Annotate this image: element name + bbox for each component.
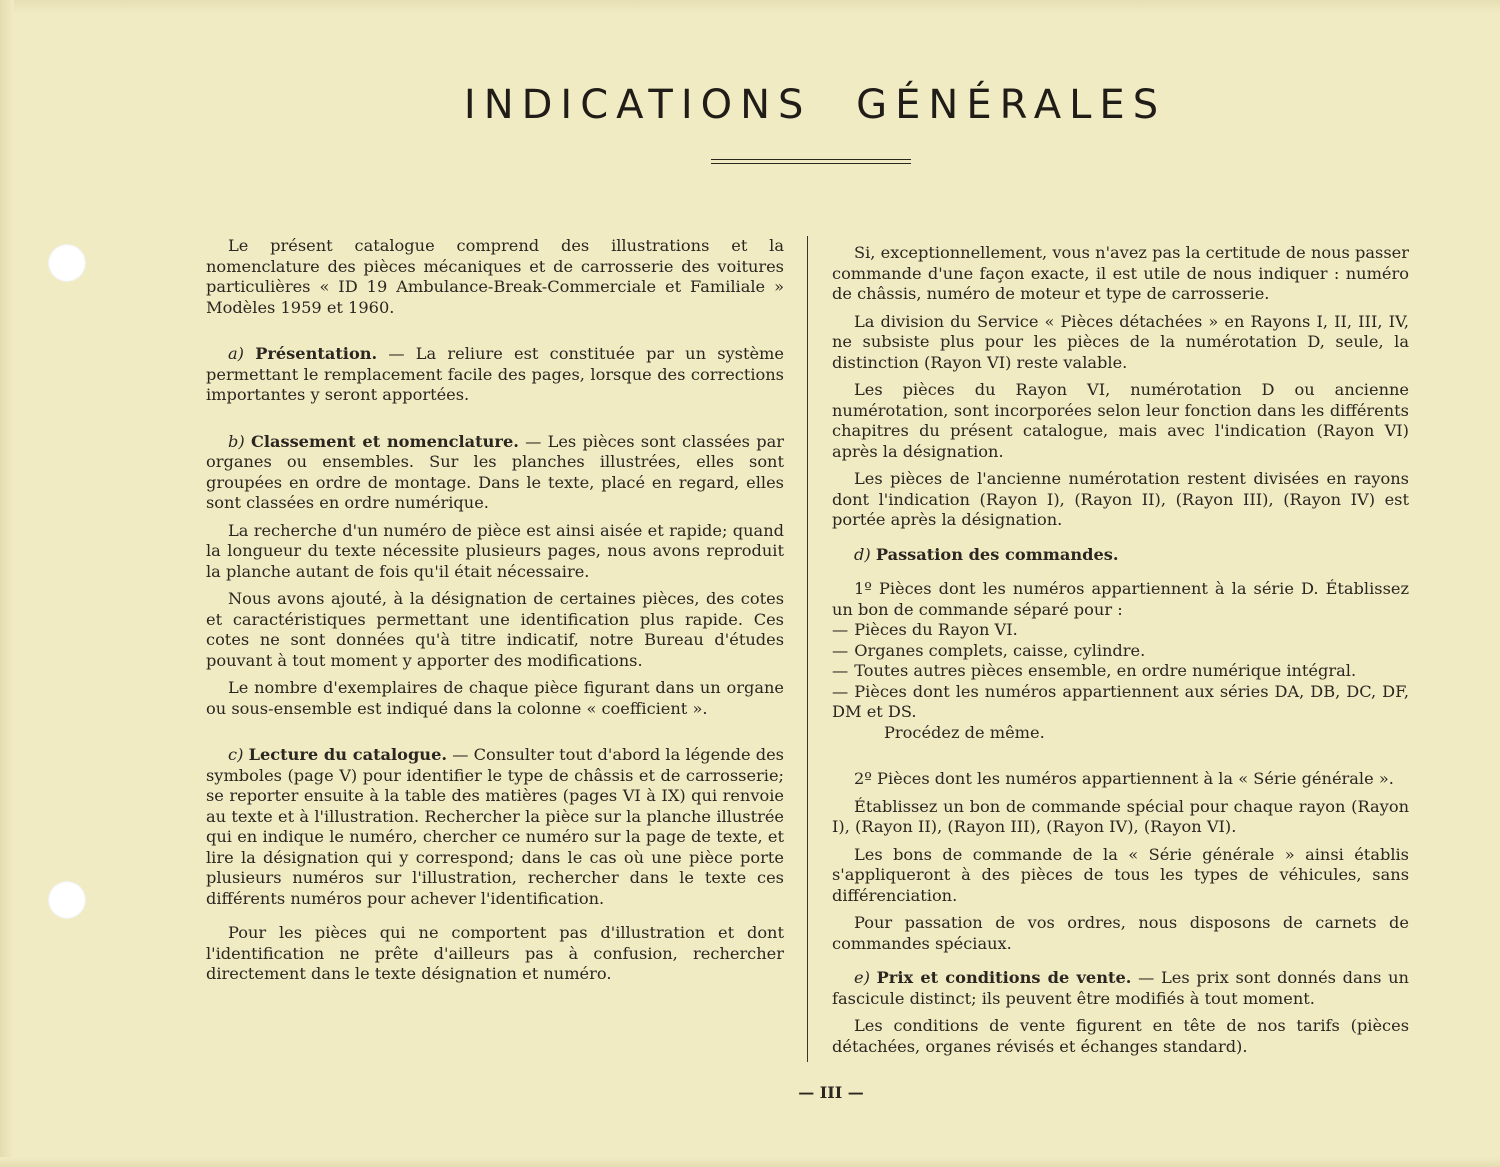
list-item [832,661,1409,682]
section-letter: b) [228,431,245,451]
list-item [832,620,1409,641]
page-title: INDICATIONS GÉNÉRALES [463,82,1167,128]
list-item-text: Toutes autres pièces ensemble, en ordre numérique intégral. [854,661,1357,680]
section-c-paragraph [206,745,784,909]
punch-hole [48,881,86,919]
paragraph: Les pièces du Rayon VI, numérotation D ou ancienne numérotation, sont incorporées selon leur fonction dans les différents chapitres du présent catalogue, mais avec l'indication (Rayon VI) après la désignation. [832,380,1409,461]
right-column [832,243,1409,1057]
paragraph: Établissez un bon de commande spécial pour chaque rayon (Rayon I), (Rayon II), (Rayon III), (Rayon IV), (Rayon VI). [832,796,1409,836]
list-item [832,682,1409,723]
section-text: — Consulter tout d'abord la légende des symboles (page V) pour identifier le type de châssis et de carrosserie; se reporter ensuite à la table des matières (pages VI à IX) qui renvoie au texte et à l'illustration. Rechercher la pièce sur la planche illustrée qui en indique le numéro, chercher ce numéro sur la page de texte, et lire la désignation qui y correspond; dans le cas où une pièce porte plusieurs numéros sur l'illustration, rechercher dans le texte ces différents numéros pour achever l'identification. [206,745,784,908]
paragraph: Les conditions de vente figurent en tête de nos tarifs (pièces détachées, organes révisés et échanges standard). [832,1016,1409,1056]
paragraph: Pour passation de vos ordres, nous disposons de carnets de commandes spéciaux. [832,913,1409,953]
section-heading: Lecture du catalogue. [248,745,447,764]
section-text: — La reliure est constituée par un système permettant le remplacement facile des pages, lorsque des corrections importantes y seront apportées. [206,344,784,404]
section-heading: Prix et conditions de vente. [876,968,1132,987]
paragraph: La division du Service « Pièces détachées » en Rayons I, II, III, IV, ne subsiste plus pour les pièces de la numérotation D, seule, la distinction (Rayon VI) reste valable. [832,311,1409,372]
paragraph: La recherche d'un numéro de pièce est ainsi aisée et rapide; quand la longueur du texte nécessite plusieurs pages, nous avons reproduit la planche autant de fois qu'il était nécessaire. [206,520,784,581]
section-letter: c) [228,745,244,764]
paragraph: Le nombre d'exemplaires de chaque pièce figurant dans un organe ou sous-ensemble est indiqué dans la colonne « coefficient ». [206,678,784,718]
section-heading: Présentation. [255,344,378,363]
section-a-paragraph [206,344,784,406]
section-d-heading [832,545,1409,566]
intro-paragraph: Le présent catalogue comprend des illustrations et la nomenclature des pièces mécaniques et de carrosserie des voitures particulières « ID 19 Ambulance-Break-Commerciale et Familiale » Modèles 1959 et 1960. [206,236,784,317]
page-edge [0,0,1500,14]
paragraph: 1º Pièces dont les numéros appartiennent à la série D. Établissez un bon de commande séparé pour : [832,579,1409,619]
section-heading: Passation des commandes. [875,544,1119,564]
paragraph: Si, exceptionnellement, vous n'avez pas la certitude de nous passer commande d'une façon exacte, il est utile de nous indiquer : numéro de châssis, numéro de moteur et type de carrosserie. [832,243,1409,303]
section-letter: e) [854,968,870,987]
dash: — [832,620,849,639]
page-number: — III — [798,1083,864,1102]
paragraph: Les pièces de l'ancienne numérotation restent divisées en rayons dont l'indication (Rayon I), (Rayon II), (Rayon III), (Rayon IV) est portée après la désignation. [832,469,1409,529]
section-heading: Classement et nomenclature. [250,431,519,451]
paragraph: Pour les pièces qui ne comportent pas d'illustration et dont l'identification ne prête d'ailleurs pas à confusion, rechercher directement dans le texte désignation et numéro. [206,923,784,983]
dash: — [832,661,849,680]
list-item [832,641,1409,662]
title-underline [711,159,911,164]
list-item-text: Organes complets, caisse, cylindre. [854,640,1146,660]
section-e-paragraph [832,968,1409,1009]
paragraph: Procédez de même. [884,722,1045,742]
list-item-text: Pièces dont les numéros appartiennent aux séries DA, DB, DC, DF, DM et DS. [832,681,1409,721]
section-letter: a) [228,344,244,363]
column-divider [807,236,808,1062]
page-edge [0,0,14,1167]
section-b-paragraph [206,432,784,514]
dash: — [832,640,849,660]
section-text: — Les pièces sont classées par organes ou ensembles. Sur les planches illustrées, elles sont groupées en ordre de montage. Dans le texte, placé en regard, elles sont classées en ordre numérique. [206,431,784,512]
page-edge [0,1157,1500,1167]
list-item-text: Pièces du Rayon VI. [854,620,1018,639]
paragraph: 2º Pièces dont les numéros appartiennent à la « Série générale ». [854,769,1394,788]
paragraph: Nous avons ajouté, à la désignation de certaines pièces, des cotes et caractéristiques permettant une identification plus rapide. Ces cotes ne sont données qu'à titre indicatif, notre Bureau d'études pouvant à tout moment y apporter des modifications. [206,589,784,670]
punch-hole [48,244,86,282]
left-column [206,236,784,985]
section-text: — Les prix sont donnés dans un fascicule distinct; ils peuvent être modifiés à tout moment. [832,968,1409,1008]
dash: — [832,681,849,701]
paragraph: Les bons de commande de la « Série générale » ainsi établis s'appliqueront à des pièces de tous les types de véhicules, sans différenciation. [832,844,1409,905]
section-letter: d) [854,544,871,564]
